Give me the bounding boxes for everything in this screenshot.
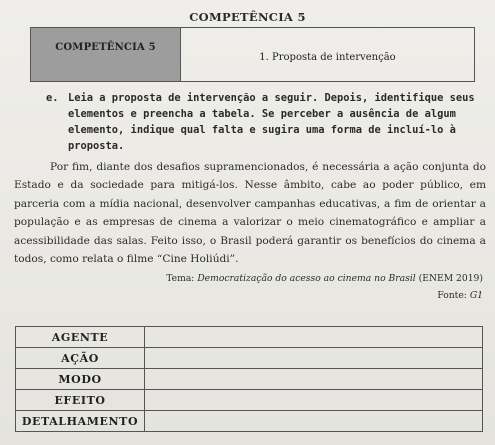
- row-label-detalhamento: DETALHAMENTO: [16, 411, 145, 432]
- row-label-acao: AÇÃO: [16, 348, 145, 369]
- table-row: [16, 411, 483, 432]
- table-row: [16, 348, 483, 369]
- row-label-efeito: EFEITO: [16, 390, 145, 411]
- source-theme: [166, 272, 483, 286]
- page-title: COMPETÊNCIA 5: [189, 10, 306, 24]
- row-answer-agente[interactable]: [145, 327, 483, 348]
- proposal-paragraph: Por fim, diante dos desafios supramencionados, é necessária a ação conjunta do Estado e da sociedade para mitigá-los. Nesse âmbito, cabe ao poder público, em parceria com a mídia nacional, desenvolver campanhas educativas, a fim de orientar a população e as empresas de cinema a valorizar o meio cinematográfico e ampliar a acessibilidade das salas. Feito isso, o Brasil poderá garantir os benefícios do cinema a todos, como relata o filme “Cine Holiúdi”.: [14, 161, 486, 266]
- row-label-modo: MODO: [16, 369, 145, 390]
- table-row: [16, 390, 483, 411]
- row-answer-detalhamento[interactable]: [145, 411, 483, 432]
- competencia-label: COMPETÊNCIA 5: [31, 28, 181, 81]
- table-row: [16, 369, 483, 390]
- row-answer-acao[interactable]: [145, 348, 483, 369]
- source-prefix: Tema:: [166, 273, 195, 284]
- fonte-value: G1: [469, 290, 483, 301]
- source-work: Democratização do acesso ao cinema no Brasil: [197, 273, 416, 284]
- row-answer-efeito[interactable]: [145, 390, 483, 411]
- source-suffix: (ENEM 2019): [418, 273, 483, 284]
- source-fonte: [437, 290, 483, 301]
- answer-table: [15, 326, 483, 432]
- row-answer-modo[interactable]: [145, 369, 483, 390]
- question-letter: e.: [46, 92, 59, 104]
- question-e: [46, 90, 486, 154]
- fonte-label: Fonte:: [437, 290, 467, 301]
- row-label-agente: AGENTE: [16, 327, 145, 348]
- table-row: [16, 327, 483, 348]
- competencia-topic: 1. Proposta de intervenção: [259, 52, 396, 63]
- competencia-table: [30, 27, 475, 82]
- question-text: Leia a proposta de intervenção a seguir. Depois, identifique seus elementos e preencha a tabela. Se perceber a ausência de algum elemento, indique qual falta e sugira uma forma de incluí-lo à proposta.: [68, 92, 475, 152]
